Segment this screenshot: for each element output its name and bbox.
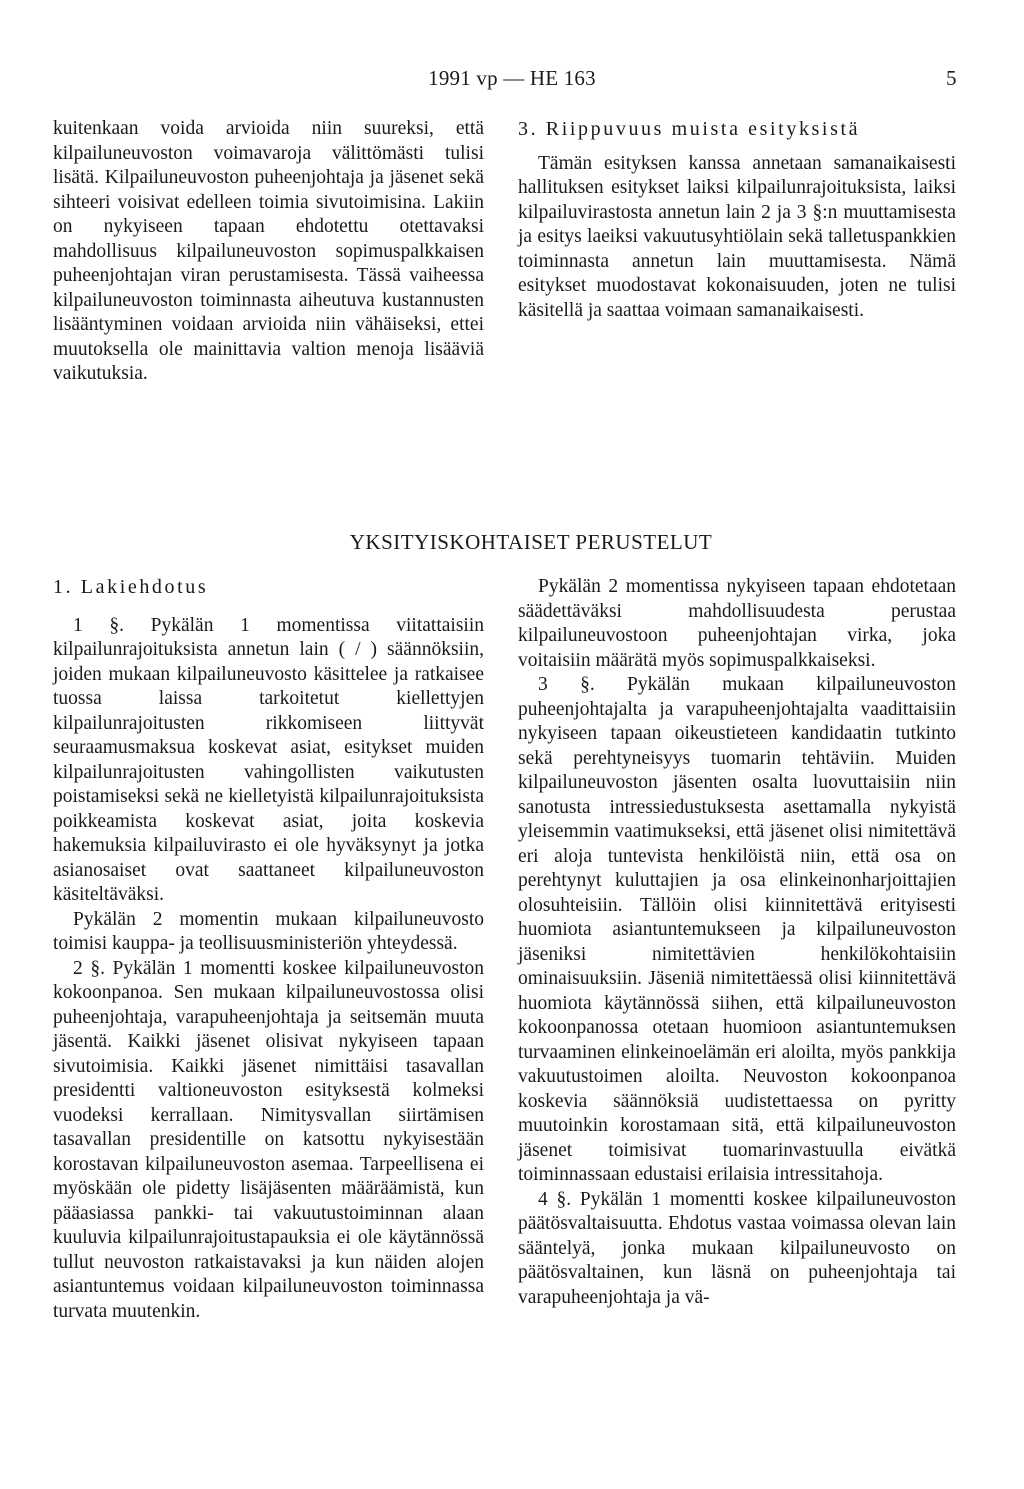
top-left-paragraph: kuitenkaan voida arvioida niin suureksi, että kilpailuneuvoston voimavaroja välittömästi tulisi lisätä. Kilpailuneuvoston puheenjohtaja ja jäsenet sekä sihteeri voisivat edelleen toimia sivutoimisina. Lakiin on nykyiseen tapaan ehdotettu otettavaksi mahdollisuus kilpailuneuvoston sopimuspalkkaisen puheenjohtajan viran perustamisesta. Tässä vaiheessa kilpailuneuvoston toiminnasta aiheutuva kustannusten lisääntyminen voidaan arvioida niin vähäiseksi, ettei muutoksella ole mainittavia valtion menoja lisääviä vaikutuksia. [53, 118, 484, 384]
top-left-column [53, 117, 484, 387]
paragraph-section-1: 1 §. Pykälän 1 momentissa viitattaisiin kilpailunrajoituksista annetun lain ( / ) säännöksiin, joiden mukaan kilpailuneuvosto käsittelee ja ratkaisee tuossa laissa tarkoitetut kiellettyjen kilpailunrajoitusten rikkomiseen liittyvät seuraamusmaksua koskevat asiat, esitykset muiden kilpailunrajoitusten vahingollisten vaikutusten poistamiseksi sekä ne kielletyistä kilpailunrajoituksista poikkeamista koskevat asiat, joita koskevia hakemuksia kilpailuvirasto ei ole hyväksynyt ja jotka asianosaiset ovat saattaneet kilpailuneuvoston käsiteltäväksi. [53, 614, 484, 905]
running-head: 1991 vp — HE 163 [428, 66, 596, 90]
section-heading-bill: 1. Lakiehdotus [53, 576, 209, 598]
page-number: 5 [946, 66, 957, 90]
main-heading: YKSITYISKOHTAISET PERUSTELUT [349, 530, 713, 554]
section-heading-dependency: 3. Riippuvuus muista esityksistä [518, 118, 861, 140]
paragraph-section-1-moment-2: Pykälän 2 momentin mukaan kilpailuneuvosto toimisi kauppa- ja teollisuusministeriön yhteydessä. [53, 908, 484, 954]
paragraph-section-2-moment-2: Pykälän 2 momentissa nykyiseen tapaan ehdotetaan säädettäväksi mahdollisuudesta perustaa kilpailuneuvostoon puheenjohtajan virka, joka voitaisiin määrätä myös sopimuspalkkaiseksi. [518, 576, 956, 671]
bottom-left-column [53, 575, 484, 1324]
top-right-column [518, 117, 956, 323]
paragraph-section-4: 4 §. Pykälän 1 momentti koskee kilpailuneuvoston päätösvaltaisuutta. Ehdotus vastaa voimassa olevan lain sääntelyä, jonka mukaan kilpailuneuvosto on päätösvaltainen, kun läsnä on puheenjohtaja tai varapuheenjohtaja ja vä- [518, 1188, 956, 1308]
paragraph-section-3: 3 §. Pykälän mukaan kilpailuneuvoston puheenjohtajalta ja varapuheenjohtajalta vaadittaisiin nykyiseen tapaan oikeustieteen kandidaatin tutkinto sekä perehtyneisyys tuomarin tehtäviin. Muiden kilpailuneuvoston jäsenten osalta luovuttaisiin niin sanotusta intressiedustuksesta asettamalla nykyistä yleisemmin vaatimukseksi, että jäsenet olisi nimitettävä eri aloja tuntevista henkilöistä niin, että osa on perehtynyt kuluttajien ja osa elinkeinonharjoittajien olosuhteisiin. Tällöin olisi kiinnitettävä erityisesti huomiota asiantuntemukseen ja kilpailuneuvoston jäseniksi nimitettävien henkilökohtaisiin ominaisuuksiin. Jäseniä nimitettäessä olisi kiinnitettävä huomiota käytännössä siihen, että kilpailuneuvoston kokoonpanossa otetaan huomioon asiantuntemuksen turvaaminen elinkeinoelämän eri aloilta, myös pankkija vakuutustoimen aloilta. Neuvoston kokoonpanoa koskevia säännöksiä uudistettaessa on pyritty muutoinkin korostamaan sitä, että kilpailuneuvoston jäsenet toimisivat tuomarinvastuulla eivätkä toiminnassaan edustaisi erilaisia intressitahoja. [518, 674, 956, 1185]
paragraph-section-2: 2 §. Pykälän 1 momentti koskee kilpailuneuvoston kokoonpanoa. Sen mukaan kilpailuneuvostossa olisi puheenjohtaja, varapuheenjohtaja ja seitsemän muuta jäsentä. Kaikki jäsenet olisivat nykyiseen tapaan sivutoimisia. Kaikki jäsenet nimittäisi tasavallan presidentti valtioneuvoston esityksestä kolmeksi vuodeksi kerrallaan. Nimitysvallan siirtämisen tasavallan presidentille on katsottu nykyisestään korostavan kilpailuneuvoston asemaa. Tarpeellisena ei myöskään ole pidetty lisäjäsenten määräämistä, kun pääasiassa pankki- tai vakuutustoiminnan alaan kuuluvia kilpailunrajoitustapauksia ei ole käytännössä tullut neuvoston ratkaistavaksi ja kun näiden alojen asiantuntemus voidaan kilpailuneuvoston toiminnassa turvata muutenkin. [53, 957, 484, 1322]
bottom-right-column [518, 575, 956, 1310]
top-right-paragraph: Tämän esityksen kanssa annetaan samanaikaisesti hallituksen esitykset laiksi kilpailunrajoituksista, laiksi kilpailuvirastosta annetun lain 2 ja 3 §:n muuttamisesta ja esitys laeiksi vakuutusyhtiölain sekä talletuspankkien toiminnasta annetun lain muuttamisesta. Nämä esitykset muodostavat kokonaisuuden, joten ne tulisi käsitellä ja saattaa voimaan samanaikaisesti. [518, 152, 956, 321]
